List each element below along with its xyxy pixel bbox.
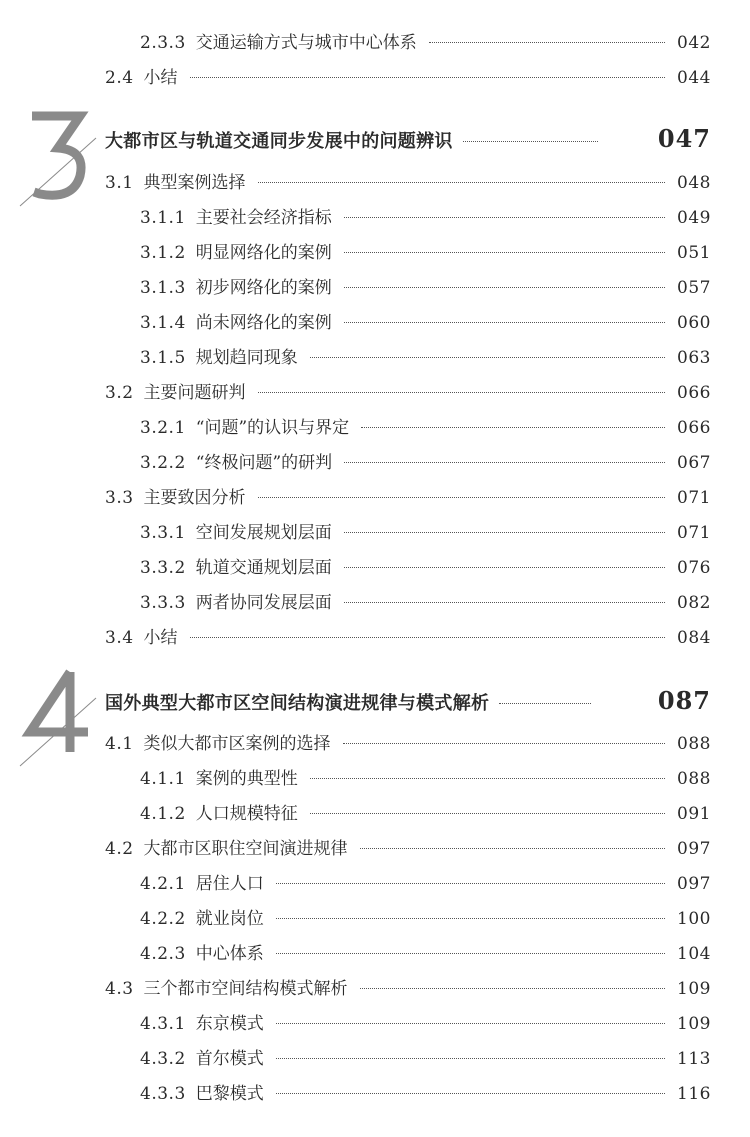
entry-title: 初步网络化的案例 bbox=[195, 278, 332, 298]
chapter-page: 087 bbox=[657, 686, 711, 715]
dot-leader bbox=[258, 392, 666, 393]
entry-page: 049 bbox=[677, 208, 711, 228]
entry-number: 3.2.1 bbox=[140, 418, 186, 438]
entry-page: 071 bbox=[677, 523, 711, 543]
entry-page: 067 bbox=[677, 453, 711, 473]
dot-leader bbox=[360, 848, 666, 849]
dot-leader bbox=[360, 988, 666, 989]
entry-page: 091 bbox=[677, 804, 711, 824]
entry-title: 主要问题研判 bbox=[143, 383, 246, 403]
entry-number: 3.3.3 bbox=[140, 593, 186, 613]
toc-entry-3-2-1[interactable] bbox=[140, 413, 711, 438]
entry-number: 4.2 bbox=[105, 839, 134, 859]
toc-entry-4-3-3[interactable] bbox=[140, 1079, 711, 1104]
entry-page: 057 bbox=[677, 278, 711, 298]
entry-number: 4.1.1 bbox=[140, 769, 186, 789]
dot-leader bbox=[258, 497, 666, 498]
toc-entry-4-2[interactable] bbox=[105, 834, 711, 859]
entry-title: 东京模式 bbox=[195, 1014, 264, 1034]
entry-page: 100 bbox=[677, 909, 711, 929]
toc-entry-2-4[interactable] bbox=[105, 63, 711, 88]
dot-leader bbox=[463, 141, 598, 142]
toc-entry-4-3-1[interactable] bbox=[140, 1009, 711, 1034]
toc-entry-4-1[interactable] bbox=[105, 729, 711, 754]
entry-number: 4.2.3 bbox=[140, 944, 186, 964]
dot-leader bbox=[310, 813, 665, 814]
toc-entry-4-3-2[interactable] bbox=[140, 1044, 711, 1069]
entry-page: 088 bbox=[677, 769, 711, 789]
dot-leader bbox=[276, 953, 665, 954]
dot-leader bbox=[343, 743, 666, 744]
entry-title: 巴黎模式 bbox=[195, 1084, 264, 1104]
toc-entry-3-3[interactable] bbox=[105, 483, 711, 508]
entry-number: 4.3 bbox=[105, 979, 134, 999]
dot-leader bbox=[344, 322, 665, 323]
chapter-4-heading[interactable] bbox=[105, 686, 711, 715]
entry-number: 3.1.3 bbox=[140, 278, 186, 298]
toc-entry-4-2-3[interactable] bbox=[140, 939, 711, 964]
entry-page: 097 bbox=[677, 839, 711, 859]
entry-page: 071 bbox=[677, 488, 711, 508]
dot-leader bbox=[276, 1093, 665, 1094]
entry-number: 3.1.1 bbox=[140, 208, 186, 228]
chapter-title: 大都市区与轨道交通同步发展中的问题辨识 bbox=[105, 131, 453, 152]
chapter-3-heading[interactable] bbox=[105, 124, 711, 153]
entry-page: 051 bbox=[677, 243, 711, 263]
toc-entry-4-2-1[interactable] bbox=[140, 869, 711, 894]
entry-page: 082 bbox=[677, 593, 711, 613]
toc-entry-3-3-1[interactable] bbox=[140, 518, 711, 543]
entry-page: 097 bbox=[677, 874, 711, 894]
entry-title: 空间发展规划层面 bbox=[195, 523, 332, 543]
entry-title: 三个都市空间结构模式解析 bbox=[143, 979, 348, 999]
entry-title: 明显网络化的案例 bbox=[195, 243, 332, 263]
entry-title: 中心体系 bbox=[195, 944, 264, 964]
toc-entry-4-1-2[interactable] bbox=[140, 799, 711, 824]
dot-leader bbox=[258, 182, 666, 183]
dot-leader bbox=[276, 1023, 665, 1024]
entry-title: 首尔模式 bbox=[195, 1049, 264, 1069]
chapter-3-numeral bbox=[18, 108, 98, 208]
dot-leader bbox=[344, 567, 665, 568]
dot-leader bbox=[310, 778, 665, 779]
entry-page: 066 bbox=[677, 418, 711, 438]
dot-leader bbox=[190, 637, 666, 638]
entry-number: 4.1.2 bbox=[140, 804, 186, 824]
dot-leader bbox=[190, 77, 666, 78]
entry-number: 3.2.2 bbox=[140, 453, 186, 473]
toc-entry-3-2[interactable] bbox=[105, 378, 711, 403]
toc-entry-3-1-3[interactable] bbox=[140, 273, 711, 298]
entry-title: 类似大都市区案例的选择 bbox=[143, 734, 331, 754]
entry-page: 109 bbox=[677, 979, 711, 999]
entry-number: 3.1.2 bbox=[140, 243, 186, 263]
entry-title: 就业岗位 bbox=[195, 909, 264, 929]
toc-entry-3-1-4[interactable] bbox=[140, 308, 711, 333]
entry-number: 4.3.3 bbox=[140, 1084, 186, 1104]
entry-page: 088 bbox=[677, 734, 711, 754]
dot-leader bbox=[344, 532, 665, 533]
entry-page: 066 bbox=[677, 383, 711, 403]
toc-entry-3-3-3[interactable] bbox=[140, 588, 711, 613]
entry-page: 076 bbox=[677, 558, 711, 578]
entry-number: 4.1 bbox=[105, 734, 134, 754]
entry-number: 3.4 bbox=[105, 628, 134, 648]
chapter-page: 047 bbox=[657, 124, 711, 153]
dot-leader bbox=[344, 252, 665, 253]
dot-leader bbox=[499, 703, 591, 704]
entry-page: 048 bbox=[677, 173, 711, 193]
entry-title: 居住人口 bbox=[195, 874, 264, 894]
entry-title: 轨道交通规划层面 bbox=[195, 558, 332, 578]
entry-title: 主要社会经济指标 bbox=[195, 208, 332, 228]
entry-number: 3.3.1 bbox=[140, 523, 186, 543]
entry-title: 大都市区职住空间演进规律 bbox=[143, 839, 348, 859]
entry-title: 尚未网络化的案例 bbox=[195, 313, 332, 333]
entry-number: 2.4 bbox=[105, 68, 134, 88]
toc-entry-3-1-5[interactable] bbox=[140, 343, 711, 368]
entry-number: 4.3.2 bbox=[140, 1049, 186, 1069]
entry-page: 104 bbox=[677, 944, 711, 964]
entry-title: 小结 bbox=[143, 628, 178, 648]
toc-entry-3-2-2[interactable] bbox=[140, 448, 711, 473]
entry-title: 两者协同发展层面 bbox=[195, 593, 332, 613]
dot-leader bbox=[276, 1058, 665, 1059]
entry-title: 规划趋同现象 bbox=[195, 348, 298, 368]
entry-number: 3.3 bbox=[105, 488, 134, 508]
entry-page: 063 bbox=[677, 348, 711, 368]
toc-entry-4-1-1[interactable] bbox=[140, 764, 711, 789]
dot-leader bbox=[361, 427, 665, 428]
entry-number: 3.1 bbox=[105, 173, 134, 193]
entry-page: 044 bbox=[677, 68, 711, 88]
entry-title: 案例的典型性 bbox=[195, 769, 298, 789]
entry-page: 060 bbox=[677, 313, 711, 333]
dot-leader bbox=[344, 217, 665, 218]
toc-entry-4-2-2[interactable] bbox=[140, 904, 711, 929]
dot-leader bbox=[344, 602, 665, 603]
entry-title: “终极问题”的研判 bbox=[195, 453, 333, 473]
entry-title: “问题”的认识与界定 bbox=[195, 418, 350, 438]
entry-page: 116 bbox=[677, 1084, 711, 1104]
dot-leader bbox=[344, 287, 665, 288]
entry-title: 人口规模特征 bbox=[195, 804, 298, 824]
entry-number: 2.3.3 bbox=[140, 33, 186, 53]
dot-leader bbox=[429, 42, 665, 43]
dot-leader bbox=[276, 883, 665, 884]
chapter-title: 国外典型大都市区空间结构演进规律与模式解析 bbox=[105, 693, 490, 714]
entry-number: 4.3.1 bbox=[140, 1014, 186, 1034]
toc-entry-4-3[interactable] bbox=[105, 974, 711, 999]
entry-number: 3.1.4 bbox=[140, 313, 186, 333]
dot-leader bbox=[310, 357, 665, 358]
entry-number: 3.1.5 bbox=[140, 348, 186, 368]
entry-title: 小结 bbox=[143, 68, 178, 88]
entry-page: 113 bbox=[677, 1049, 711, 1069]
entry-number: 3.3.2 bbox=[140, 558, 186, 578]
toc-entry-3-1-2[interactable] bbox=[140, 238, 711, 263]
dot-leader bbox=[276, 918, 665, 919]
toc-entry-3-3-2[interactable] bbox=[140, 553, 711, 578]
entry-number: 3.2 bbox=[105, 383, 134, 403]
entry-number: 4.2.2 bbox=[140, 909, 186, 929]
toc-entry-3-4[interactable] bbox=[105, 623, 711, 648]
entry-page: 084 bbox=[677, 628, 711, 648]
entry-title: 主要致因分析 bbox=[143, 488, 246, 508]
toc-entry-2-3-3[interactable] bbox=[140, 28, 711, 53]
entry-title: 典型案例选择 bbox=[143, 173, 246, 193]
chapter-4-numeral bbox=[18, 660, 98, 770]
entry-page: 109 bbox=[677, 1014, 711, 1034]
dot-leader bbox=[344, 462, 665, 463]
entry-number: 4.2.1 bbox=[140, 874, 186, 894]
entry-page: 042 bbox=[677, 33, 711, 53]
toc-entry-3-1-1[interactable] bbox=[140, 203, 711, 228]
entry-title: 交通运输方式与城市中心体系 bbox=[195, 33, 417, 53]
toc-entry-3-1[interactable] bbox=[105, 168, 711, 193]
